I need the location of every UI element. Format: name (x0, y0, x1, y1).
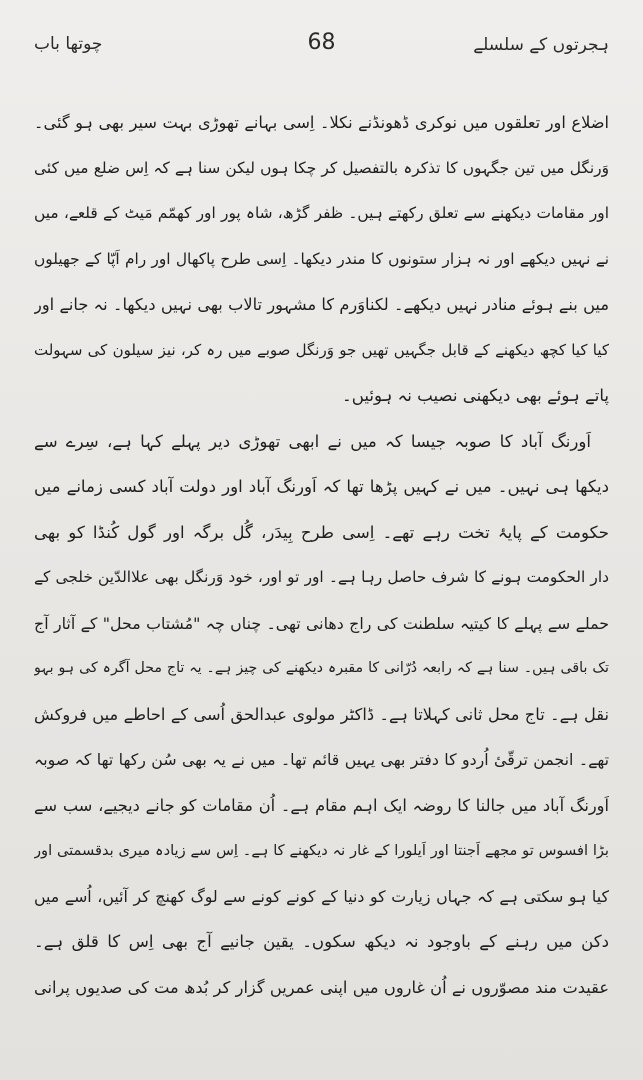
text-line: دار الحکومت ہونے کا شرف حاصل رہا ہے۔ اور تو اور، خود وَرنگل بھی علاالدّین خلجی کے (34, 568, 609, 586)
text-line: دیکھا ہی نہیں۔ میں نے کہیں پڑھا تھا کہ اَورنگ آباد اور دولت آباد کسی زمانے میں (34, 477, 609, 496)
text-line: کیا ہو سکتی ہے کہ جہاں زیارت کو دنیا کے کونے کونے سے لوگ کھنچ کر آئیں، اُسے میں (34, 886, 609, 906)
text-line: اضلاع اور تعلقوں میں نوکری ڈھونڈنے نکلا۔ اِسی بہانے تھوڑی بہت سیر بھی ہو گئی۔ (34, 113, 609, 132)
page-number: 68 (307, 30, 336, 55)
text-line: کیا کیا کچھ دیکھنے کے قابل جگہیں تھیں جو وَرنگل صوبے میں رہ کر، نیز سیلون کی سہولت (34, 340, 609, 359)
text-line: پاتے ہوئے بھی دیکھنی نصیب نہ ہوئیں۔ (342, 386, 609, 405)
body-text (34, 100, 609, 1010)
text-line: وَرنگل میں تین جگہوں کا تذکرہ بالتفصیل کر چکا ہوں لیکن سنا ہے کہ اِس ضلع میں کئی (34, 158, 609, 177)
text-line: تھے۔ انجمن ترقّیٔ اُردو کا دفتر بھی یہیں قائم تھا۔ میں نے یہ بھی سُن رکھا تھا کہ صوبہ (34, 750, 609, 769)
text-line: اَورنگ آباد میں جالنا کا روضہ ایک اہم مقام ہے۔ اُن مقامات کو جانے دیجیے، سب سے (34, 795, 609, 815)
text-line: اَورنگ آباد کا صوبہ جیسا کہ میں نے ابھی تھوڑی دیر پہلے کہا ہے، سِرے سے (34, 431, 591, 451)
text-line: دکن میں رہنے کے باوجود نہ دیکھ سکوں۔ یقین جانیے آج بھی اِس کا قلق ہے۔ (34, 932, 609, 951)
text-line: عقیدت مند مصوّروں نے اُن غاروں میں اپنی عمریں گزار کر بُدھ مت کی صدیوں پرانی (34, 977, 609, 997)
text-line: نے نہیں دیکھے اور نہ ہزار ستونوں کا مندر دیکھا۔ اِسی طرح پاکھال اور رام اَپّا کے جھیلوں (34, 249, 609, 268)
text-line: نقل ہے۔ تاج محل ثانی کہلاتا ہے۔ ڈاکٹر مولوی عبدالحق اُسی کے احاطے میں فروکش (34, 704, 609, 724)
text-line: حملے سے پہلے کا کیتیہ سلطنت کی راج دھانی تھی۔ چناں چہ "مُشتاب محل" کے آثار آج (34, 613, 609, 633)
text-line: حکومت کے پایۂ تخت رہے تھے۔ اِسی طرح بِیدَر، گُل برگہ اور گول کُنڈا کو بھی (34, 522, 609, 542)
running-header (30, 30, 613, 64)
book-title: ہجرتوں کے سلسلے (473, 35, 609, 55)
text-line: اور مقامات دیکھنے سے تعلق رکھتے ہیں۔ ظفر گڑھ، شاہ پور اور کھمّم مَیٹ کے قلعے، میں (34, 204, 609, 222)
text-line: بڑا افسوس تو مجھے اَجنتا اور اَیلورا کے غار نہ دیکھنے کا ہے۔ اِس سے زیادہ میری بدقسمتی اور (34, 842, 609, 859)
text-line: میں بنے ہوئے منادر نہیں دیکھے۔ لکناوَرم کا مشہور تالاب بھی نہیں دیکھا۔ نہ جانے اور (34, 295, 609, 314)
text-line: تک باقی ہیں۔ سنا ہے کہ رابعہ دُرّانی کا مقبرہ دیکھنے کی چیز ہے۔ یہ تاج محل آگرہ کی ہو بہو (34, 660, 609, 676)
chapter-title: چوتھا باب (34, 34, 103, 54)
